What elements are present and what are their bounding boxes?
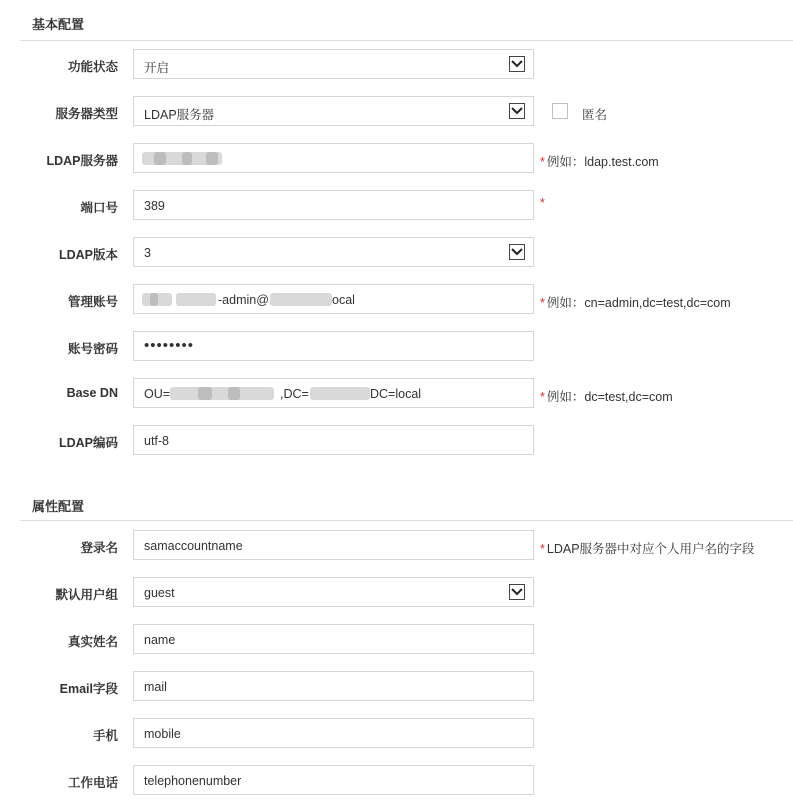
admin-account-hint: * 例如：cn=admin,dc=test,dc=com bbox=[540, 296, 731, 310]
work-phone-value: telephonenumber bbox=[144, 774, 242, 788]
redacted-text bbox=[206, 152, 218, 165]
base-dn-label: Base DN bbox=[66, 386, 118, 400]
row-base-dn bbox=[0, 378, 793, 410]
redacted-text bbox=[198, 387, 212, 400]
mobile-value: mobile bbox=[144, 727, 181, 741]
function-status-label: 功能状态 bbox=[67, 60, 118, 74]
ldap-version-select[interactable] bbox=[133, 237, 534, 267]
ldap-version-value: 3 bbox=[144, 246, 151, 260]
login-name-hint: * LDAP服务器中对应个人用户名的字段 bbox=[540, 542, 755, 556]
work-phone-label: 工作电话 bbox=[67, 776, 118, 790]
admin-account-input[interactable] bbox=[133, 284, 534, 314]
account-password-value: •••••••• bbox=[144, 337, 195, 354]
real-name-label: 真实姓名 bbox=[67, 635, 118, 649]
default-group-label: 默认用户组 bbox=[55, 588, 118, 602]
mobile-input[interactable] bbox=[133, 718, 534, 748]
port-hint bbox=[540, 196, 547, 210]
ldap-encoding-input[interactable] bbox=[133, 425, 534, 455]
mobile-label: 手机 bbox=[92, 729, 118, 743]
ldap-version-label: LDAP版本 bbox=[58, 248, 118, 262]
chevron-down-icon[interactable] bbox=[509, 103, 525, 119]
row-email-field bbox=[0, 671, 793, 703]
redacted-text bbox=[228, 387, 240, 400]
required-mark: * bbox=[540, 155, 545, 169]
ldap-server-input[interactable] bbox=[133, 143, 534, 173]
row-login-name bbox=[0, 530, 793, 562]
email-field-label: Email字段 bbox=[59, 682, 118, 696]
chevron-down-icon[interactable] bbox=[509, 56, 525, 72]
redacted-text bbox=[150, 293, 158, 306]
required-mark: * bbox=[540, 296, 545, 310]
login-name-label: 登录名 bbox=[80, 541, 118, 555]
ldap-server-hint: * 例如：ldap.test.com bbox=[540, 155, 659, 169]
required-mark: * bbox=[540, 390, 545, 404]
section-title-attribute: 属性配置 bbox=[32, 499, 85, 514]
account-password-label: 账号密码 bbox=[67, 342, 118, 356]
row-mobile bbox=[0, 718, 793, 750]
row-admin-account bbox=[0, 284, 793, 316]
ldap-encoding-label: LDAP编码 bbox=[58, 436, 118, 450]
function-status-value: 开启 bbox=[144, 61, 170, 75]
row-real-name bbox=[0, 624, 793, 656]
admin-account-label: 管理账号 bbox=[67, 295, 118, 309]
row-port bbox=[0, 190, 793, 222]
redacted-text bbox=[176, 293, 216, 306]
redacted-text bbox=[270, 293, 332, 306]
redacted-text bbox=[170, 387, 274, 400]
row-ldap-version bbox=[0, 237, 793, 269]
real-name-input[interactable] bbox=[133, 624, 534, 654]
port-value: 389 bbox=[144, 199, 165, 213]
login-name-value: samaccountname bbox=[144, 539, 243, 553]
account-password-input[interactable] bbox=[133, 331, 534, 361]
base-dn-value-start: OU= bbox=[144, 387, 171, 401]
redacted-text bbox=[310, 387, 370, 400]
real-name-value: name bbox=[144, 633, 176, 647]
row-work-phone bbox=[0, 765, 793, 797]
redacted-text bbox=[182, 152, 192, 165]
row-function-status bbox=[0, 49, 793, 81]
section-divider-basic bbox=[20, 40, 793, 41]
email-field-value: mail bbox=[144, 680, 167, 694]
default-group-select[interactable] bbox=[133, 577, 534, 607]
work-phone-input[interactable] bbox=[133, 765, 534, 795]
row-ldap-encoding bbox=[0, 425, 793, 457]
default-group-value: guest bbox=[144, 586, 175, 600]
email-field-input[interactable] bbox=[133, 671, 534, 701]
function-status-select[interactable] bbox=[133, 49, 534, 79]
required-mark: * bbox=[540, 542, 545, 556]
row-ldap-server bbox=[0, 143, 793, 175]
port-input[interactable] bbox=[133, 190, 534, 220]
required-mark: * bbox=[540, 196, 545, 210]
row-default-group bbox=[0, 577, 793, 609]
admin-account-value-mid: -admin@ bbox=[218, 293, 269, 307]
base-dn-input[interactable] bbox=[133, 378, 534, 408]
ldap-server-label: LDAP服务器 bbox=[46, 154, 118, 168]
port-label: 端口号 bbox=[80, 201, 118, 215]
anonymous-checkbox[interactable] bbox=[552, 103, 568, 119]
base-dn-value-mid: ,DC= bbox=[280, 387, 309, 401]
base-dn-value-end: DC=local bbox=[370, 387, 422, 401]
server-type-label: 服务器类型 bbox=[55, 107, 118, 121]
server-type-value: LDAP服务器 bbox=[144, 108, 215, 122]
chevron-down-icon[interactable] bbox=[509, 244, 525, 260]
base-dn-hint: * 例如：dc=test,dc=com bbox=[540, 390, 673, 404]
server-type-select[interactable] bbox=[133, 96, 534, 126]
row-account-password bbox=[0, 331, 793, 363]
chevron-down-icon[interactable] bbox=[509, 584, 525, 600]
login-name-input[interactable] bbox=[133, 530, 534, 560]
section-divider-attribute bbox=[20, 520, 793, 521]
section-title-basic: 基本配置 bbox=[32, 17, 85, 32]
admin-account-value-end: ocal bbox=[332, 293, 355, 307]
redacted-text bbox=[154, 152, 166, 165]
row-server-type bbox=[0, 96, 793, 128]
ldap-encoding-value: utf-8 bbox=[144, 434, 170, 448]
anonymous-label: 匿名 bbox=[582, 108, 608, 122]
